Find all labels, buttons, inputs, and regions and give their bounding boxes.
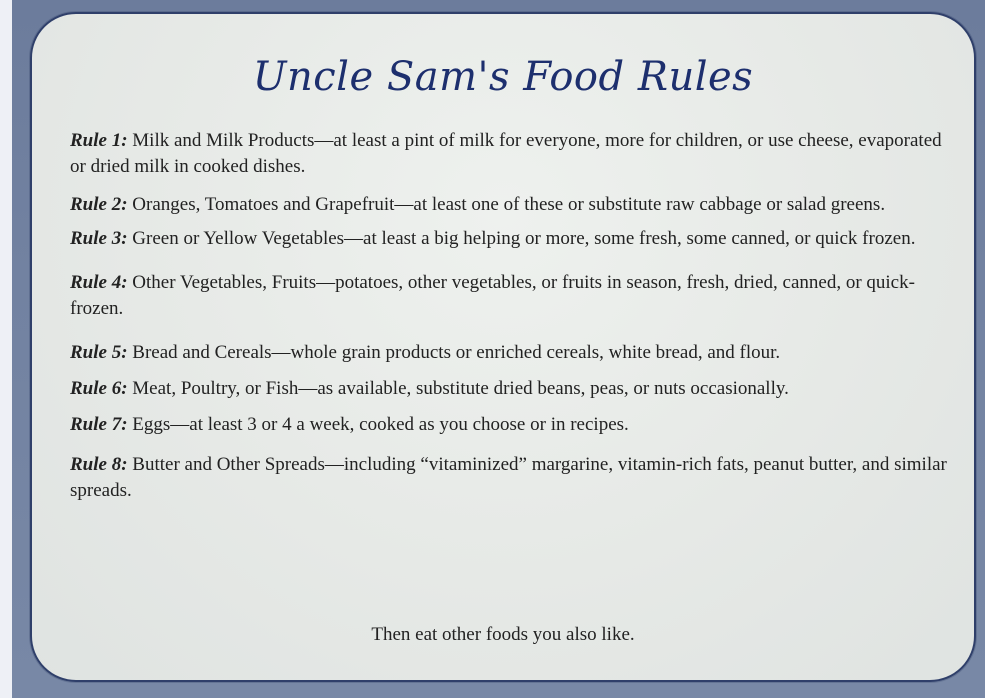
rule-3 xyxy=(70,226,960,252)
rule-8 xyxy=(70,452,960,504)
rule-1 xyxy=(70,128,960,180)
rule-label: Rule 2: xyxy=(70,194,128,215)
rule-label: Rule 8: xyxy=(70,454,128,475)
rule-7 xyxy=(70,412,960,438)
rule-5 xyxy=(70,340,960,366)
rule-4 xyxy=(70,270,960,322)
rule-text: Butter and Other Spreads—including “vitaminized” margarine, vitamin-rich fats, peanut butter, and similar spreads. xyxy=(70,454,947,501)
rule-label: Rule 1: xyxy=(70,130,128,151)
rule-6 xyxy=(70,376,960,402)
rule-label: Rule 5: xyxy=(70,342,128,363)
food-rules-card xyxy=(30,12,976,682)
rule-text: Oranges, Tomatoes and Grapefruit—at least one of these or substitute raw cabbage or salad greens. xyxy=(132,194,886,215)
page-edge xyxy=(0,0,12,698)
rule-text: Green or Yellow Vegetables—at least a big helping or more, some fresh, some canned, or quick frozen. xyxy=(132,228,916,249)
rule-text: Other Vegetables, Fruits—potatoes, other vegetables, or fruits in season, fresh, dried, canned, or quick-frozen. xyxy=(70,272,915,319)
rules-list xyxy=(70,128,960,516)
rule-text: Eggs—at least 3 or 4 a week, cooked as you choose or in recipes. xyxy=(132,414,629,435)
rule-label: Rule 7: xyxy=(70,414,128,435)
rule-label: Rule 6: xyxy=(70,378,128,399)
rule-label: Rule 3: xyxy=(70,228,128,249)
card-title: Uncle Sam's Food Rules xyxy=(252,54,754,100)
rule-2 xyxy=(70,192,960,218)
rule-text: Milk and Milk Products—at least a pint of milk for everyone, more for children, or use cheese, evaporated or dried milk in cooked dishes. xyxy=(70,130,942,177)
rule-text: Meat, Poultry, or Fish—as available, substitute dried beans, peas, or nuts occasionally. xyxy=(132,378,789,399)
rule-text: Bread and Cereals—whole grain products or enriched cereals, white bread, and flour. xyxy=(132,342,781,363)
closing-line: Then eat other foods you also like. xyxy=(371,624,635,645)
rule-label: Rule 4: xyxy=(70,272,128,293)
